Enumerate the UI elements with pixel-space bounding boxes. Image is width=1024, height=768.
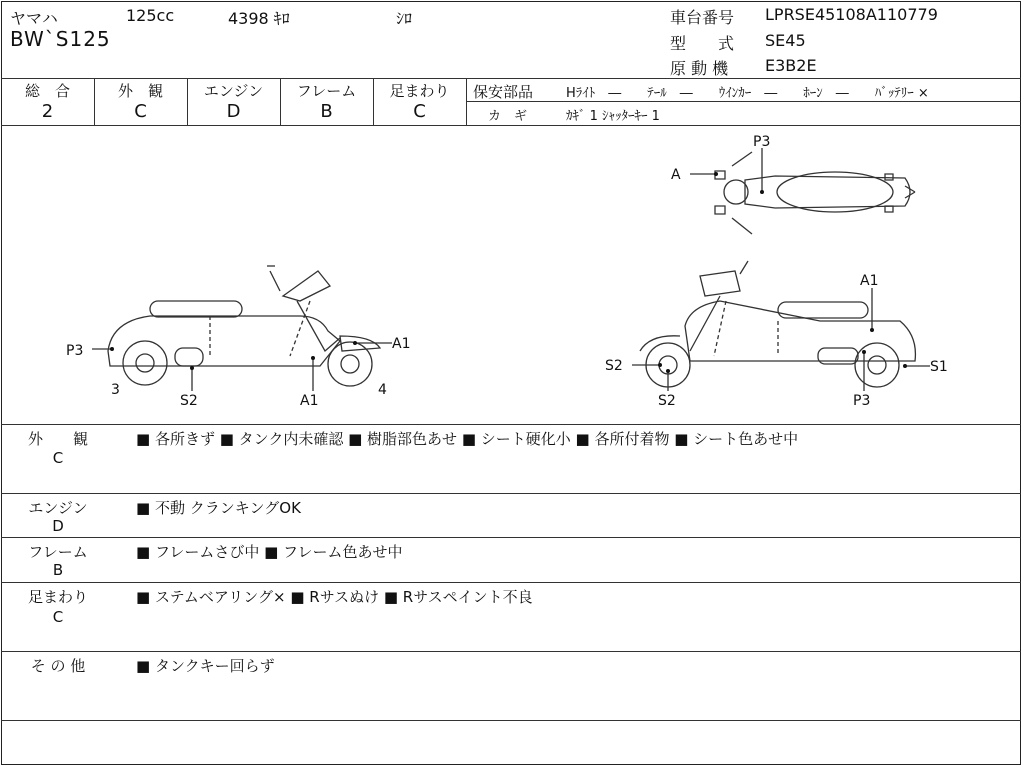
divider — [1, 582, 1021, 583]
label-right-p3: P3 — [853, 393, 871, 409]
grade-engine-label: エンジン — [203, 82, 264, 100]
section-exterior-grade: C — [52, 449, 64, 467]
engine-label: 原 動 機 — [670, 59, 729, 78]
engine-value: E3B2E — [765, 56, 817, 75]
section-suspension-text: ■ ステムベアリング× ■ Rサスぬけ ■ Rサスペイント不良 — [136, 588, 533, 606]
safety-label: 保安部品 — [473, 83, 534, 101]
section-exterior-label: 外 観 — [27, 430, 88, 448]
grade-frame-label: フレーム — [296, 82, 357, 100]
frame-no: LPRSE45108A110779 — [765, 5, 938, 24]
section-frame-text: ■ フレームさび中 ■ フレーム色あせ中 — [136, 543, 403, 561]
divider — [1, 78, 1021, 79]
divider — [467, 101, 1021, 102]
label-left-p3: P3 — [66, 343, 84, 359]
divider — [1, 493, 1021, 494]
maker: ヤマハ — [10, 9, 58, 28]
type-value: SE45 — [765, 31, 806, 50]
label-top-a: A — [671, 167, 681, 183]
model-name: BW`S125 — [10, 27, 111, 51]
grade-engine-value: D — [226, 101, 241, 122]
section-engine-text: ■ 不動 クランキングOK — [136, 499, 301, 517]
grade-frame-value: B — [320, 101, 333, 122]
grade-suspension-label: 足まわり — [389, 82, 450, 100]
label-right-s2-bottom: S2 — [658, 393, 676, 409]
scooter-top-view — [715, 152, 915, 234]
frame-no-label: 車台番号 — [670, 8, 735, 27]
divider — [1, 651, 1021, 652]
label-left-a1-front: A1 — [392, 336, 411, 352]
divider — [466, 78, 467, 125]
grade-suspension-value: C — [413, 101, 426, 122]
scooter-left-view — [108, 266, 380, 386]
label-right-s1: S1 — [930, 359, 948, 375]
section-frame-grade: B — [52, 561, 64, 579]
grade-exterior-label: 外 観 — [117, 82, 163, 100]
grade-exterior-value: C — [134, 101, 147, 122]
section-exterior-text: ■ 各所きず ■ タンク内未確認 ■ 樹脂部色あせ ■ シート硬化小 ■ 各所付着物 ■ シート色あせ中 — [136, 430, 799, 448]
section-other-label: そ の 他 — [30, 657, 86, 675]
label-left-3: 3 — [111, 382, 120, 398]
section-suspension-label: 足まわり — [27, 588, 88, 606]
damage-diagram — [0, 126, 1022, 424]
label-top-p3: P3 — [753, 134, 771, 150]
section-engine-grade: D — [52, 517, 64, 535]
section-frame-label: フレーム — [28, 543, 88, 561]
divider — [1, 424, 1021, 425]
key-label: カ ギ — [488, 109, 528, 124]
label-right-s2-left: S2 — [605, 358, 623, 374]
grade-overall-label: 総 合 — [24, 82, 70, 100]
section-suspension-grade: C — [52, 608, 64, 626]
label-left-s2: S2 — [180, 393, 198, 409]
label-left-a1-bottom: A1 — [300, 393, 319, 409]
grade-overall-value: 2 — [41, 101, 54, 122]
label-left-4: 4 — [378, 382, 387, 398]
body-color: ｼﾛ — [396, 9, 413, 28]
key-value: ｶｷﾞ 1 ｼｬｯﾀｰｷｰ 1 — [566, 109, 660, 124]
divider — [1, 537, 1021, 538]
displacement: 125cc — [126, 6, 175, 25]
safety-items: Hﾗｲﾄ ― ﾃｰﾙ ― ｳｲﾝｶｰ ― ﾎｰﾝ ― ﾊﾞｯﾃﾘｰ × — [566, 86, 929, 101]
divider — [1, 720, 1021, 721]
section-other-text: ■ タンクキー回らず — [136, 657, 275, 675]
mileage: 4398 ｷﾛ — [228, 9, 290, 28]
label-right-a1: A1 — [860, 273, 879, 289]
type-label: 型 式 — [670, 34, 735, 53]
section-engine-label: エンジン — [28, 499, 88, 517]
